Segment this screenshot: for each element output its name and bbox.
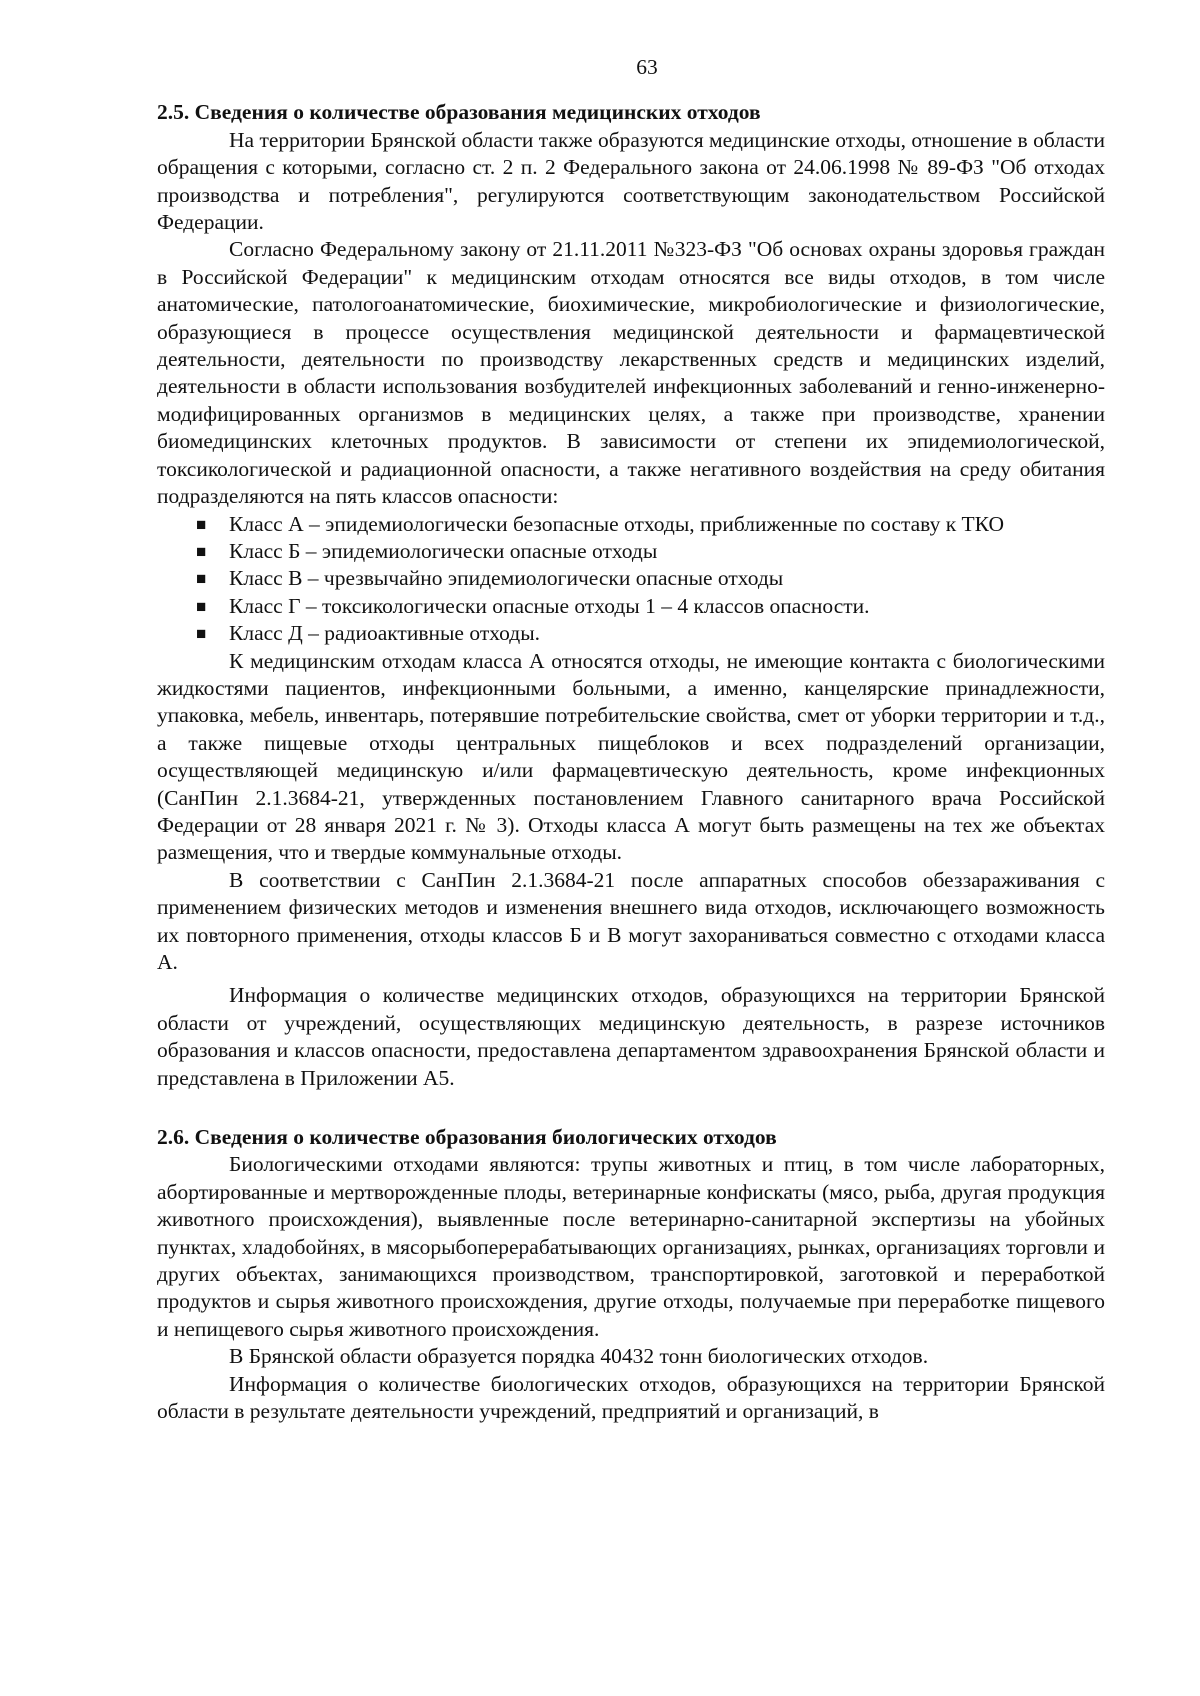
bullet-icon: ■	[196, 514, 207, 534]
section-heading-2-5: 2.5. Сведения о количестве образования медицинских отходов	[157, 100, 761, 125]
section-heading-2-6: 2.6. Сведения о количестве образования биологических отходов	[157, 1125, 777, 1150]
list-item: ■ Класс Г – токсикологически опасные отходы 1 – 4 классов опасности.	[229, 593, 1105, 620]
paragraph-bio-info: Информация о количестве биологических отходов, образующихся на территории Брянской области в результате деятельности учреждений, предприятий и организаций, в	[157, 1371, 1105, 1424]
list-item: ■ Класс Б – эпидемиологически опасные отходы	[229, 538, 1105, 565]
paragraph-sanpin: В соответствии с СанПин 2.1.3684-21 после аппаратных способов обеззараживания с применением физических методов и изменения внешнего вида отходов, исключающего возможность их повторного применения, отходы классов Б и В могут захораниваться совместно с отходами класса А.	[157, 867, 1105, 974]
list-item: ■ Класс А – эпидемиологически безопасные отходы, приближенные по составу к ТКО	[229, 511, 1105, 538]
paragraph-medical-intro: На территории Брянской области также образуются медицинские отходы, отношение в области обращения с которыми, согласно ст. 2 п. 2 Федерального закона от 24.06.1998 № 89-ФЗ "Об отходах производства и потребления", регулируются соответствующим законодательством Российской Федерации.	[157, 127, 1105, 235]
bullet-icon: ■	[196, 541, 207, 561]
spacer	[157, 1092, 1105, 1124]
list-item: ■ Класс В – чрезвычайно эпидемиологически опасные отходы	[229, 565, 1105, 592]
hazard-class-list	[157, 511, 1105, 648]
bullet-icon: ■	[196, 596, 207, 616]
document-page	[157, 54, 1105, 1426]
paragraph-bio-amount: В Брянской области образуется порядка 40432 тонн биологических отходов.	[229, 1344, 929, 1369]
paragraph-bio-definition: Биологическими отходами являются: трупы животных и птиц, в том числе лабораторных, абортированные и мертворожденные плоды, ветеринарные конфискаты (мясо, рыба, другая продукция животного происхождения), выявленные после ветеринарно-санитарной экспертизы на убойных пунктах, хладобойнях, в мясорыбоперерабатывающих организациях, рынках, организациях торговли и других объектах, занимающихся производством, транспортировкой, заготовкой и переработкой продуктов и сырья животного происхождения, другие отходы, получаемые при переработке пищевого и непищевого сырья животного происхождения.	[157, 1152, 1105, 1341]
paragraph-medical-definition: Согласно Федеральному закону от 21.11.2011 №323-ФЗ "Об основах охраны здоровья граждан в Российской Федерации" к медицинским отходам относятся все виды отходов, в том числе анатомические, патологоанатомические, биохимические, микробиологические и физиологические, образующиеся в процессе осуществления медицинской деятельности и фармацевтической деятельности, деятельности по производству лекарственных средств и медицинских изделий, деятельности в области использования возбудителей инфекционных заболеваний и генно-инженерно-модифицированных организмов в медицинских целях, а также при производстве, хранении биомедицинских клеточных продуктов. В зависимости от степени их эпидемиологической, токсикологической и радиационной опасности, а также негативного воздействия на среду обитания подразделяются на пять классов опасности:	[157, 237, 1105, 509]
bullet-icon: ■	[196, 569, 207, 589]
list-item: ■ Класс Д – радиоактивные отходы.	[229, 620, 1105, 647]
paragraph-medical-info: Информация о количестве медицинских отходов, образующихся на территории Брянской области от учреждений, осуществляющих медицинскую деятельность, в разрезе источников образования и классов опасности, предоставлена департаментом здравоохранения Брянской области и представлена в Приложении А5.	[157, 983, 1105, 1090]
bullet-icon: ■	[196, 624, 207, 644]
page-number: 63	[636, 55, 658, 79]
paragraph-class-a: К медицинским отходам класса А относятся отходы, не имеющие контакта с биологическими жидкостями пациентов, инфекционными больными, а именно, канцелярские принадлежности, упаковка, мебель, инвентарь, потерявшие потребительские свойства, смет от уборки территории и т.д., а также пищевые отходы центральных пищеблоков и всех подразделений организации, осуществляющей медицинскую и/или фармацевтическую деятельность, кроме инфекционных (СанПин 2.1.3684-21, утвержденных постановлением Главного санитарного врача Российской Федерации от 28 января 2021 г. № 3). Отходы класса А могут быть размещены на тех же объектах размещения, что и твердые коммунальные отходы.	[157, 648, 1105, 865]
